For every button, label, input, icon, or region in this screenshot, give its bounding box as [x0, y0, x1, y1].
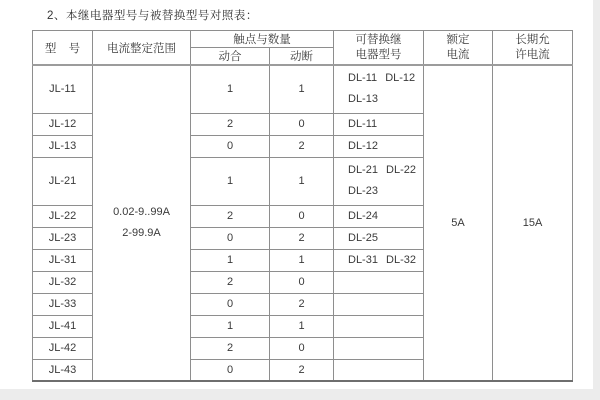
rated-current-cell: 5A — [424, 65, 493, 381]
contact-nc-cell: 0 — [270, 113, 334, 135]
replaceable-line: DL-11 DL-12 — [348, 72, 416, 85]
longterm-current-cell: 15A — [493, 65, 573, 381]
contact-no-cell: 1 — [191, 65, 270, 113]
header-line: 长期允 — [515, 33, 550, 46]
replaceable-cell — [334, 271, 424, 293]
contact-nc-cell: 0 — [270, 271, 334, 293]
model-cell: JL-42 — [33, 337, 93, 359]
replaceable-cell: DL-25 — [334, 227, 424, 249]
contact-no-cell: 1 — [191, 249, 270, 271]
replaceable-cell — [334, 157, 424, 205]
contact-no-cell: 0 — [191, 135, 270, 157]
col-header-contact-no: 动合 — [191, 48, 270, 66]
replaceable-cell: DL-31 DL-32 — [334, 249, 424, 271]
replaceable-cell — [334, 65, 424, 113]
model-cell: JL-11 — [33, 65, 93, 113]
model-cell: JL-43 — [33, 359, 93, 381]
page-edge-right-margin — [593, 0, 600, 400]
range-line: 0.02-9..99A — [113, 206, 170, 218]
contact-no-cell: 0 — [191, 227, 270, 249]
col-header-model: 型 号 — [33, 31, 93, 66]
contact-no-cell: 0 — [191, 359, 270, 381]
replaceable-line: DL-23 — [348, 185, 378, 197]
col-header-contact-nc: 动断 — [270, 48, 334, 66]
replaceable-cell: DL-24 — [334, 205, 424, 227]
contact-nc-cell: 1 — [270, 315, 334, 337]
relay-comparison-table — [32, 30, 573, 382]
col-header-replaceable-model — [334, 31, 424, 66]
contact-no-cell: 2 — [191, 205, 270, 227]
replaceable-cell — [334, 293, 424, 315]
contact-nc-cell: 1 — [270, 65, 334, 113]
contact-nc-cell: 2 — [270, 135, 334, 157]
range-line: 2-99.9A — [122, 227, 161, 239]
model-cell: JL-21 — [33, 157, 93, 205]
contact-no-cell: 2 — [191, 271, 270, 293]
section-title: 2、本继电器型号与被替换型号对照表： — [47, 10, 258, 22]
col-header-longterm-current — [493, 31, 573, 66]
col-header-current-range: 电流整定范围 — [93, 31, 191, 66]
header-line: 许电流 — [515, 48, 550, 61]
model-cell: JL-12 — [33, 113, 93, 135]
replaceable-line: DL-21 DL-22 — [348, 164, 416, 176]
contact-no-cell: 1 — [191, 315, 270, 337]
model-cell: JL-23 — [33, 227, 93, 249]
model-cell: JL-33 — [33, 293, 93, 315]
header-line: 可替换继 — [355, 33, 402, 46]
contact-nc-cell: 1 — [270, 249, 334, 271]
table-row — [33, 65, 573, 113]
model-cell: JL-22 — [33, 205, 93, 227]
header-line: 电器型号 — [355, 48, 402, 61]
replaceable-line: DL-13 — [348, 93, 378, 106]
current-range-cell — [93, 65, 191, 381]
model-cell: JL-41 — [33, 315, 93, 337]
model-cell: JL-13 — [33, 135, 93, 157]
replaceable-cell: DL-12 — [334, 135, 424, 157]
page-edge-bottom-margin — [0, 389, 600, 400]
replaceable-cell — [334, 337, 424, 359]
header-line: 电流 — [446, 48, 470, 61]
contact-nc-cell: 0 — [270, 205, 334, 227]
contact-no-cell: 2 — [191, 113, 270, 135]
contact-no-cell: 1 — [191, 157, 270, 205]
replaceable-cell — [334, 359, 424, 381]
model-cell: JL-31 — [33, 249, 93, 271]
contact-nc-cell: 2 — [270, 359, 334, 381]
replaceable-cell: DL-11 — [334, 113, 424, 135]
contact-no-cell: 0 — [191, 293, 270, 315]
header-line: 额定 — [446, 33, 470, 46]
col-header-rated-current — [424, 31, 493, 66]
contact-nc-cell: 2 — [270, 293, 334, 315]
model-cell: JL-32 — [33, 271, 93, 293]
replaceable-cell — [334, 315, 424, 337]
contact-no-cell: 2 — [191, 337, 270, 359]
contact-nc-cell: 1 — [270, 157, 334, 205]
col-header-contacts-group: 触点与数量 — [191, 31, 334, 48]
contact-nc-cell: 2 — [270, 227, 334, 249]
contact-nc-cell: 0 — [270, 337, 334, 359]
